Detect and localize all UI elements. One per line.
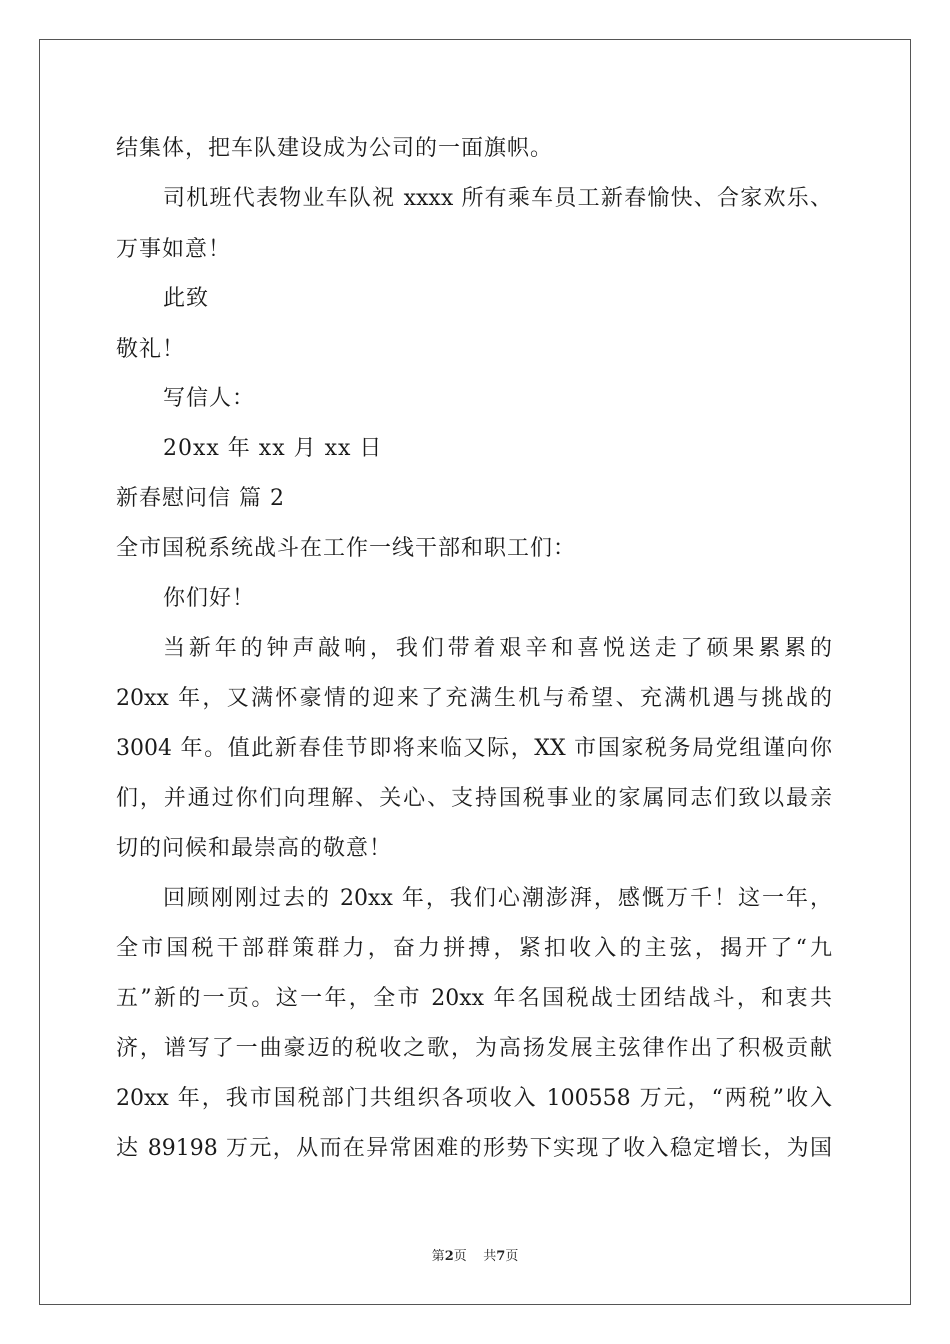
text-line: 3004 年。值此新春佳节即将来临又际，XX 市国家税务局党组谨向你: [116, 736, 832, 761]
text-line: 五”新的一页。这一年，全市 20xx 年名国税战士团结战斗，和衷共: [116, 986, 832, 1011]
text-line: 达 89198 万元，从而在异常困难的形势下实现了收入稳定增长，为国: [116, 1136, 832, 1161]
text-line: 当新年的钟声敲响，我们带着艰辛和喜悦送走了硕果累累的: [163, 636, 832, 661]
page-prefix: 第: [431, 1249, 445, 1264]
page-suffix: 页: [505, 1249, 519, 1264]
section-title: 新春慰问信 篇 2: [116, 486, 285, 511]
text-line: 结集体，把车队建设成为公司的一面旗帜。: [116, 136, 554, 161]
page-current: 2: [444, 1249, 454, 1264]
salutation-line: 此致: [163, 286, 210, 311]
text-line: 济，谱写了一曲豪迈的税收之歌，为高扬发展主弦律作出了积极贡献: [116, 1036, 832, 1061]
greeting-line: 你们好！: [163, 586, 256, 611]
signature-label: 写信人：: [163, 386, 256, 411]
page-mid: 页 共: [453, 1249, 497, 1264]
salutation-line: 敬礼！: [116, 337, 186, 362]
page-number-footer: [0, 1248, 950, 1266]
text-line: 20xx 年，我市国税部门共组织各项收入 100558 万元，“两税”收入: [116, 1086, 832, 1111]
page-border: [39, 39, 911, 1305]
text-line: 司机班代表物业车队祝 xxxx 所有乘车员工新春愉快、合家欢乐、: [163, 186, 832, 211]
text-line: 20xx 年，又满怀豪情的迎来了充满生机与希望、充满机遇与挑战的: [116, 686, 832, 711]
text-line: 全市国税干部群策群力，奋力拼搏，紧扣收入的主弦，揭开了“九: [116, 936, 832, 961]
page-total: 7: [496, 1249, 506, 1264]
text-line: 回顾刚刚过去的 20xx 年，我们心潮澎湃，感慨万千！这一年，: [163, 886, 832, 911]
letter-addressee: 全市国税系统战斗在工作一线干部和职工们：: [116, 536, 577, 561]
text-line: 切的问候和最崇高的敬意！: [116, 836, 393, 861]
text-line: 们，并通过你们向理解、关心、支持国税事业的家属同志们致以最亲: [116, 786, 832, 811]
date-line: 20xx 年 xx 月 xx 日: [163, 436, 383, 461]
text-line: 万事如意！: [116, 237, 232, 262]
